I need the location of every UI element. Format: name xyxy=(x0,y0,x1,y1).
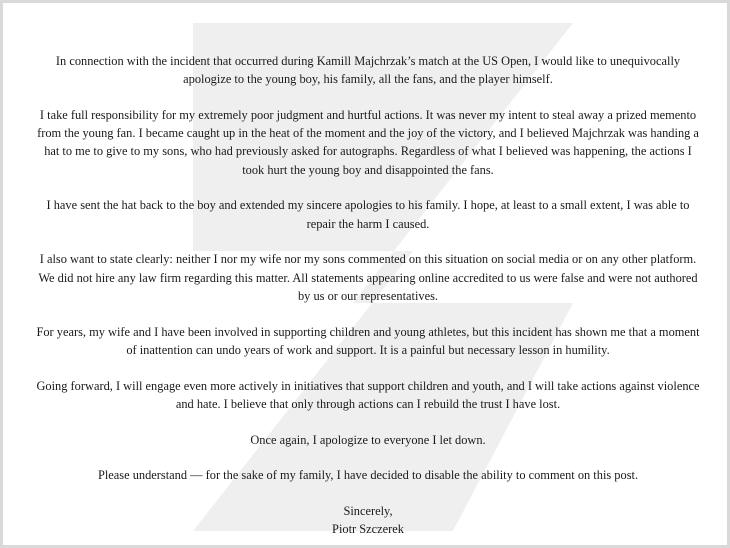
paragraph-4: I also want to state clearly: neither I nor my wife nor my sons commented on this situation on social media or on any other platform. We did not hire any law firm regarding this matter. All statements appearing online accredited to us were false and were not authored by us or our representatives. xyxy=(38,252,698,303)
signature-name: Piotr Szczerek xyxy=(332,522,404,537)
closing-salutation: Sincerely, xyxy=(343,504,393,519)
paragraph-5: For years, my wife and I have been involved in supporting children and young athletes, but this incident has shown me that a moment of inattention can undo years of work and support. It is a painful but necessary lesson in humility. xyxy=(36,324,700,357)
paragraph-2: I take full responsibility for my extremely poor judgment and hurtful actions. It was never my intent to steal away a prized memento from the young fan. I became caught up in the heat of the moment and the joy of the victory, and I believed Majchrzak was handing a hat to me to give to my sons, who had previously asked for autographs. Regardless of what I believed was happening, the actions I took hurt the young boy and disappointed the fans. xyxy=(37,108,699,177)
closing-block xyxy=(33,502,703,538)
paragraph-1: In connection with the incident that occurred during Kamill Majchrzak’s match at the US Open, I would like to unequivocally apologize to the young boy, his family, all the fans, and the player himself. xyxy=(55,54,681,87)
statement-letter xyxy=(33,52,703,539)
paragraph-6: Going forward, I will engage even more actively in initiatives that support children and youth, and I will take actions against violence and hate. I believe that only through actions can I rebuild the trust I have lost. xyxy=(36,378,700,411)
paragraph-7: Once again, I apologize to everyone I let down. xyxy=(250,432,486,447)
paragraph-3: I have sent the hat back to the boy and extended my sincere apologies to his family. I hope, at least to a small extent, I was able to repair the harm I caused. xyxy=(46,198,690,231)
paragraph-8: Please understand — for the sake of my family, I have decided to disable the ability to comment on this post. xyxy=(97,468,639,483)
